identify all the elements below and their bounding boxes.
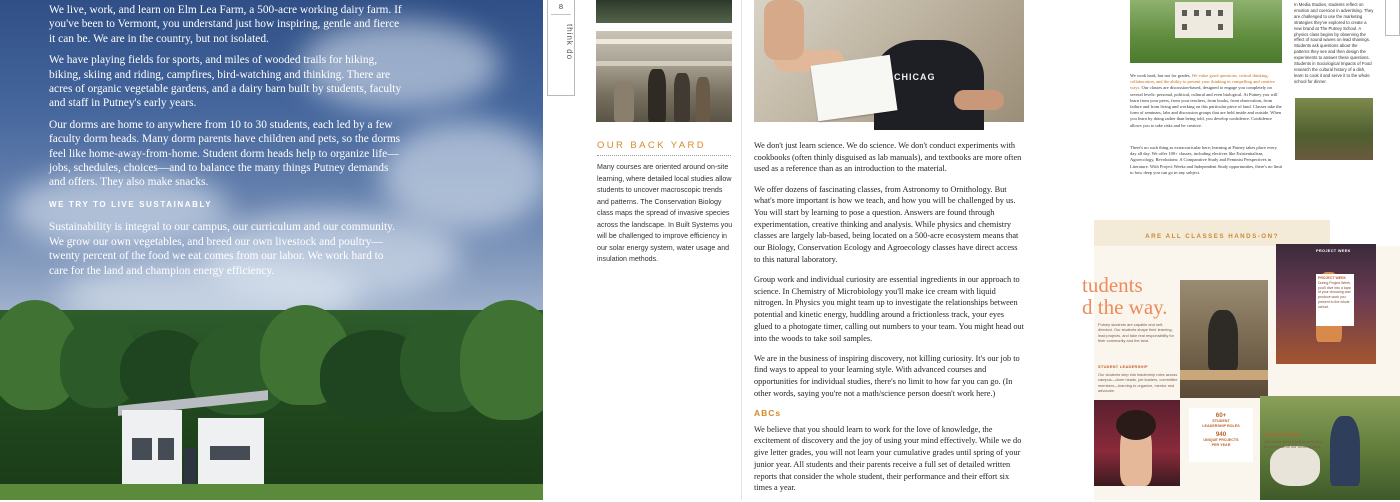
page-tab	[1385, 0, 1400, 36]
leadership-text: Our students step into leadership roles across campus—dorm heads, job leaders, committee members—learning to organize, mentor and advocate.	[1098, 372, 1178, 394]
stat-value: 60+	[1215, 412, 1227, 419]
cloud	[380, 120, 550, 230]
paragraph	[1130, 73, 1284, 129]
campus-text-column	[49, 0, 405, 285]
photo-students-reading	[754, 0, 1024, 122]
sidebar-text: In Media Studies, students reflect on emotion and coercion in advertising. They are challenged to use the marketing strategies they've explored to create a new brand at The Putney School. A physics class begins by observing the effect of sound waves on lead shavings. Students ask questions about the patterns they see and then design the experiments to answer these questions. Students in Sociological Impacts of Food research the cultural history of a dish, learn to cook it and serve it to the whole school for dinner.	[1294, 2, 1374, 84]
photo-student-speaker	[1094, 400, 1180, 486]
spread-intro-text: Putney students are capable and self-directed. Our students shape their learning, lead projects, and take real responsibility for their community and the land.	[1098, 322, 1174, 344]
paragraph: There's no such thing as extracurricular here; learning at Putney takes place every day all day. We offer 100+ classes, including electives like Existentialism, Agroecology, Revolutions: A Comparative Study and Feminist Perspectives in Literature. With Project Weeks and Independent Study opportunities, there's no limit to how deep you can go in any subject.	[1130, 145, 1283, 175]
stat-label: PER YEAR	[1211, 443, 1231, 447]
paragraph: We offer dozens of fascinating classes, from Astronomy to Ornithology. But what's more important is how we teach, and how you will be challenged by us. You will start by learning to pose a question. Answers are found through experimentation, creative thinking and analysis. While physics and chemistry classes are largely lab-based, being located on a 500-acre ecosystem means that our Biology, Conservation Ecology and Agroecology classes have direct access to this natural laboratory.	[754, 184, 1019, 264]
stat-value: 940	[1215, 431, 1227, 438]
page-section-label: think do	[565, 24, 574, 61]
open-book-spread	[1082, 246, 1400, 500]
stat-label: UNIQUE PROJECTS	[1203, 438, 1239, 442]
paragraph: Our dorms are home to anywhere from 10 to 30 students, each led by a few faculty dorm heads. Many dorm parents have children and pets, so the dorms feel like home-away-from-home. Student dorm heads help to organize life—jobs, schedules, choices—and to balance the many things Putney demands and offers. They also make snacks.	[49, 118, 401, 189]
farm-text: Milk cows, tend gardens and care for livestock on our working farm.	[1264, 439, 1322, 450]
spread-headline: tudents d the way.	[1082, 273, 1168, 319]
photo-outdoor	[596, 0, 732, 23]
highlighted-text: We value good questions, critical thinking, collaboration, and the ability to present your thinking in compelling and creative ways.	[1130, 73, 1275, 91]
dotted-divider	[597, 155, 731, 156]
section-title: ARE ALL CLASSES HANDS-ON?	[1145, 233, 1279, 240]
paragraph-body: Our classes are discussion-based, designed to engage you completely on several levels: personal, political, cultural and even biological. At Putney you will learn from your peers, from your teachers, from books, from observation, from failure and from living and working on this particular piece of land. Classes take the form of seminars, labs and discussion groups that are held inside and outside. When you learn by doing rather than being told, you develop confidence. Confidence allows you to take risks and be creative.	[1130, 85, 1282, 128]
lawn	[0, 484, 543, 500]
brochure-spread-preview	[1080, 0, 1400, 500]
callout-text: During Project Week, you'll dive into a topic of your choosing and produce work you present to the whole school.	[1318, 280, 1352, 309]
page-tab	[547, 0, 575, 96]
photo-campus-house	[1130, 0, 1282, 63]
page-number: 8	[558, 2, 564, 11]
callout-note	[1316, 274, 1354, 326]
section-title: OUR BACK YARD	[597, 140, 706, 151]
campus-photo-panel	[0, 0, 543, 500]
paragraph: Group work and individual curiosity are essential ingredients in our approach to science. In Chemistry of Microbiology you'll make ice cream with liquid nitrogen. In Physics you might team up to investigate the relationships between potential and kinetic energy, huddling around a frictionless track, your eyes glued to a photogate timer, calling out numbers to your team. You might head out into the woods to take soil samples.	[754, 275, 1024, 343]
photo-garden	[1295, 98, 1373, 160]
section-heading: WE TRY TO LIVE SUSTAINABLY	[49, 199, 213, 209]
science-text-column	[754, 140, 1024, 502]
callout-label: PROJECT WEEK	[1318, 276, 1347, 280]
paragraph: We are in the business of inspiring discovery, not killing curiosity. It's our job to find ways to appeal to your learning style. With advanced courses and opportunities for individual studies, there's no limit to how far you can go. (In other words, saying you're not a math/science person doesn't work here.)	[754, 353, 1020, 398]
label-project-week: PROJECT WEEK	[1316, 248, 1351, 253]
photo-woodshop	[1180, 280, 1268, 398]
paragraph: We believe that you should learn to work for the love of knowledge, the excitement of discovery and the joy of using your mind effectively. While we do give letter grades, you will not learn your cumulative grades until spring of your junior year. All students and their parents receive a full set of detailed written reports that consider the whole student, their performance and their effort six times a year.	[754, 424, 1022, 493]
paragraph: We live, work, and learn on Elm Lea Farm, a 500-acre working dairy farm. If you've been to Vermont, you understand just how inspiring, gentle and fierce it can be. We are in the country, but not isolated.	[49, 4, 402, 45]
paragraph: We don't just learn science. We do science. We don't conduct experiments with cookbooks (often thinly disguised as lab manuals), and textbooks are more often used as a reference than as an introduction to the material.	[754, 141, 1022, 174]
brochure-page	[543, 0, 1080, 500]
stat-label: LEADERSHIP ROLES	[1202, 424, 1240, 428]
sidebar-text: Many courses are oriented around on-site learning, where detailed local studies allow students to uncover macroscopic trends and patterns. The Conservation Biology class maps the spread of invasive species across the landscape. In Built Systems you will be challenged to improve efficiency in our solar energy system, water usage and insulation methods.	[597, 163, 733, 263]
paragraph-lead: We work hard, but not for grades.	[1130, 73, 1191, 78]
photo-studio-students	[596, 31, 732, 122]
shirt-lettering: CHICAG	[894, 72, 936, 82]
paragraph: We have playing fields for sports, and miles of wooded trails for hiking, biking, skiing and riding, campfires, bird-watching and thinking. There are acres of organic vegetable gardens, and a dairy barn built by students, faculty and staff in Putney's early years.	[49, 54, 402, 110]
stats-box	[1189, 408, 1253, 462]
column-divider	[741, 0, 742, 500]
label-farm-program: FARM PROGRAM	[1264, 432, 1301, 437]
subsection-heading: ABCs	[754, 408, 782, 419]
stat-label: STUDENT	[1212, 419, 1230, 423]
paragraph: Sustainability is integral to our campus, our curriculum and our community. We grow our own vegetables, and breed our own livestock and poultry—twenty percent of the food we eat comes from our labor. We work hard to care for the land and champion energy efficiency.	[49, 221, 395, 277]
label-student-leadership: STUDENT LEADERSHIP	[1098, 364, 1148, 369]
